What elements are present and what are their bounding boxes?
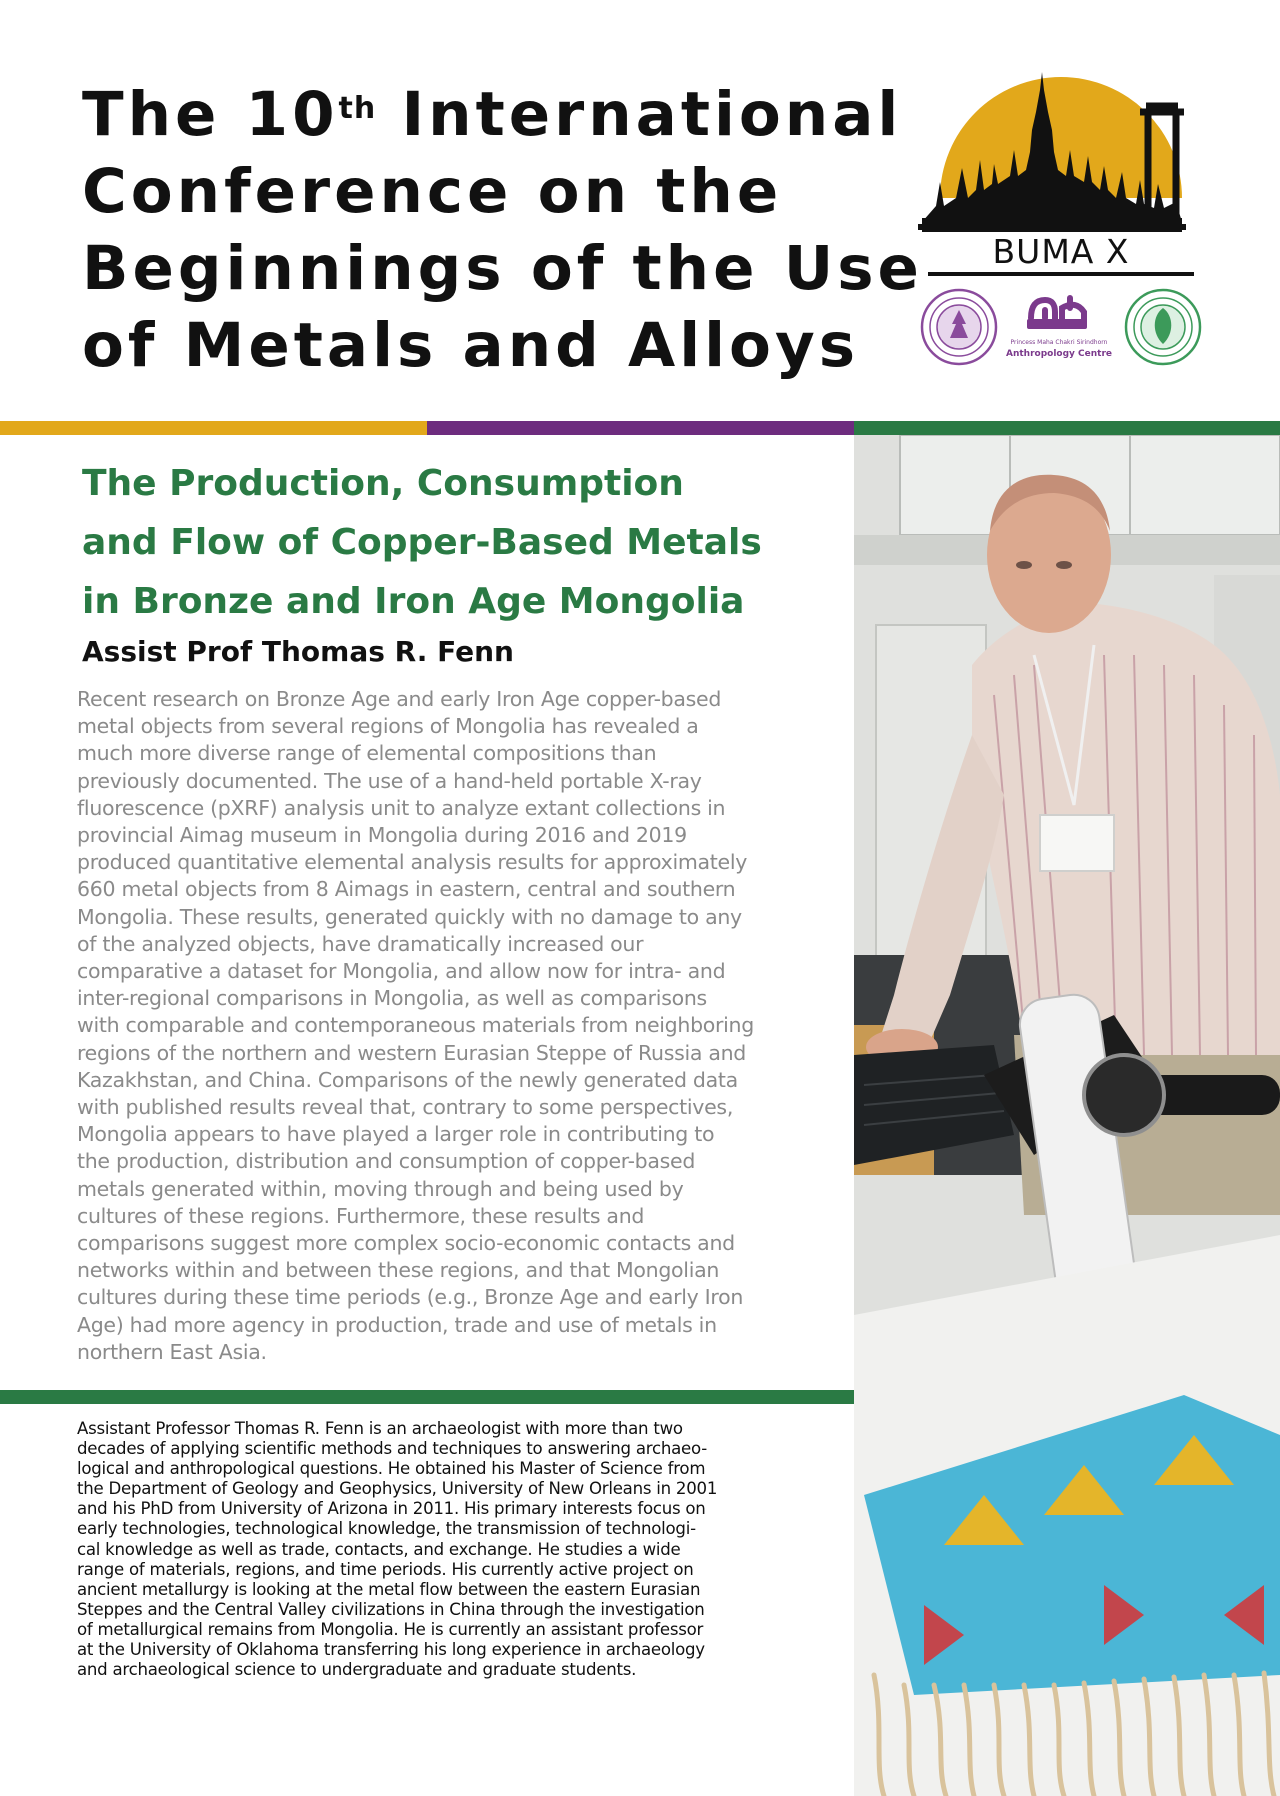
bio-line: Steppes and the Central Valley civilizations in China through the investigation xyxy=(77,1599,705,1619)
divider-bar-green-lower xyxy=(0,1390,854,1404)
abstract-line: inter-regional comparisons in Mongolia, as well as comparisons xyxy=(77,986,707,1011)
person-shirt xyxy=(972,603,1280,1055)
abstract-line: with published results reveal that, contrary to some perspectives, xyxy=(77,1095,734,1120)
abstract-line: cultures during these time periods (e.g., Bronze Age and early Iron xyxy=(77,1285,744,1310)
bio-line: ancient metallurgy is looking at the metal flow between the eastern Eurasian xyxy=(77,1579,701,1599)
bio-line: decades of applying scientific methods and techniques to answering archaeo- xyxy=(77,1439,707,1459)
abstract-line: regions of the northern and western Eurasian Steppe of Russia and xyxy=(77,1040,747,1065)
title-line-4: of Metals and Alloys xyxy=(82,310,860,381)
title-line-1-rest: International xyxy=(376,79,903,150)
divider-bar-green xyxy=(854,421,1280,435)
abstract-line: of the analyzed objects, have dramatically increased our xyxy=(77,931,644,956)
sac-name-line: Princess Maha Chakri Sirindhorn xyxy=(1010,339,1108,346)
buma-x-logo xyxy=(918,72,1204,370)
bio-line: Assistant Professor Thomas R. Fenn is an archaeologist with more than two xyxy=(77,1419,683,1438)
name-badge xyxy=(1040,815,1114,871)
abstract-line: fluorescence (pXRF) analysis unit to analyze extant collections in xyxy=(77,795,726,820)
abstract-line: much more diverse range of elemental compositions than xyxy=(77,741,657,766)
divider-bar-purple xyxy=(427,421,854,435)
bio-line: at the University of Oklahoma transferring his long experience in archaeology xyxy=(77,1640,705,1660)
bio-line: and archaeological science to undergraduate and graduate students. xyxy=(77,1660,637,1680)
abstract-line: produced quantitative elemental analysis results for approximately xyxy=(77,850,748,875)
speaker-photo xyxy=(854,435,1280,1796)
title-line-1 xyxy=(82,76,903,153)
bio-line: of metallurgical remains from Mongolia. He is currently an assistant professor xyxy=(77,1619,704,1639)
abstract-line: Mongolia appears to have played a larger role in contributing to xyxy=(77,1122,715,1147)
talk-title-line: and Flow of Copper-Based Metals xyxy=(82,522,762,563)
abstract-line: metal objects from several regions of Mongolia has revealed a xyxy=(77,714,699,739)
title-line-2: Conference on the xyxy=(82,156,783,227)
conference-title xyxy=(82,76,923,384)
logo-label: BUMA X xyxy=(992,232,1130,271)
abstract-text xyxy=(77,686,857,1366)
abstract-line: with comparable and contemporaneous materials from neighboring xyxy=(77,1013,754,1038)
abstract-line: Age) had more agency in production, trade and use of metals in xyxy=(77,1312,717,1337)
sac-centre-line: Anthropology Centre xyxy=(1005,349,1113,359)
title-line-3: Beginnings of the Use xyxy=(82,233,923,304)
abstract-line: previously documented. The use of a hand-held portable X-ray xyxy=(77,768,702,793)
abstract-line: comparative a dataset for Mongolia, and allow now for intra- and xyxy=(77,959,726,984)
abstract-line: the production, distribution and consumption of copper-based xyxy=(77,1149,696,1174)
title-superscript: th xyxy=(338,91,377,126)
bio-line: cal knowledge as well as trade, contacts, and exchange. He studies a wide xyxy=(77,1539,681,1559)
abstract-line: metals generated within, moving through and being used by xyxy=(77,1176,684,1201)
abstract-line: northern East Asia. xyxy=(77,1339,267,1364)
archaeology-faculty-seal-icon xyxy=(922,290,996,364)
title-line-1-number: The 10 xyxy=(82,79,339,150)
speaker-bio xyxy=(77,1419,857,1680)
abstract-line: Recent research on Bronze Age and early Iron Age copper-based xyxy=(77,687,722,711)
abstract-line: Mongolia. These results, generated quickly with no damage to any xyxy=(77,904,742,929)
abstract-line: cultures of these regions. Furthermore, these results and xyxy=(77,1203,645,1228)
talk-title-line: in Bronze and Iron Age Mongolia xyxy=(82,581,745,622)
talk-title-line: The Production, Consumption xyxy=(82,463,684,504)
bio-line: range of materials, regions, and time periods. His currently active project on xyxy=(77,1559,694,1579)
bio-line: early technologies, technological knowledge, the transmission of technologi- xyxy=(77,1519,696,1539)
talk-title xyxy=(82,454,842,631)
bio-line: the Department of Geology and Geophysics, University of New Orleans in 2001 xyxy=(77,1479,718,1499)
bio-line: and his PhD from University of Arizona in 2011. His primary interests focus on xyxy=(77,1499,706,1519)
abstract-line: provincial Aimag museum in Mongolia during 2016 and 2019 xyxy=(77,823,687,848)
abstract-line: networks within and between these regions, and that Mongolian xyxy=(77,1258,720,1283)
speaker-name: Assist Prof Thomas R. Fenn xyxy=(82,635,514,668)
divider-bar-gold xyxy=(0,421,427,435)
abstract-line: 660 metal objects from 8 Aimags in eastern, central and southern xyxy=(77,877,736,902)
university-seal-icon xyxy=(1126,290,1200,364)
abstract-line: comparisons suggest more complex socio-economic contacts and xyxy=(77,1231,735,1256)
sac-anthropology-centre-logo-icon xyxy=(1006,298,1112,359)
bio-line: logical and anthropological questions. He obtained his Master of Science from xyxy=(77,1459,706,1479)
abstract-line: Kazakhstan, and China. Comparisons of the newly generated data xyxy=(77,1067,738,1092)
